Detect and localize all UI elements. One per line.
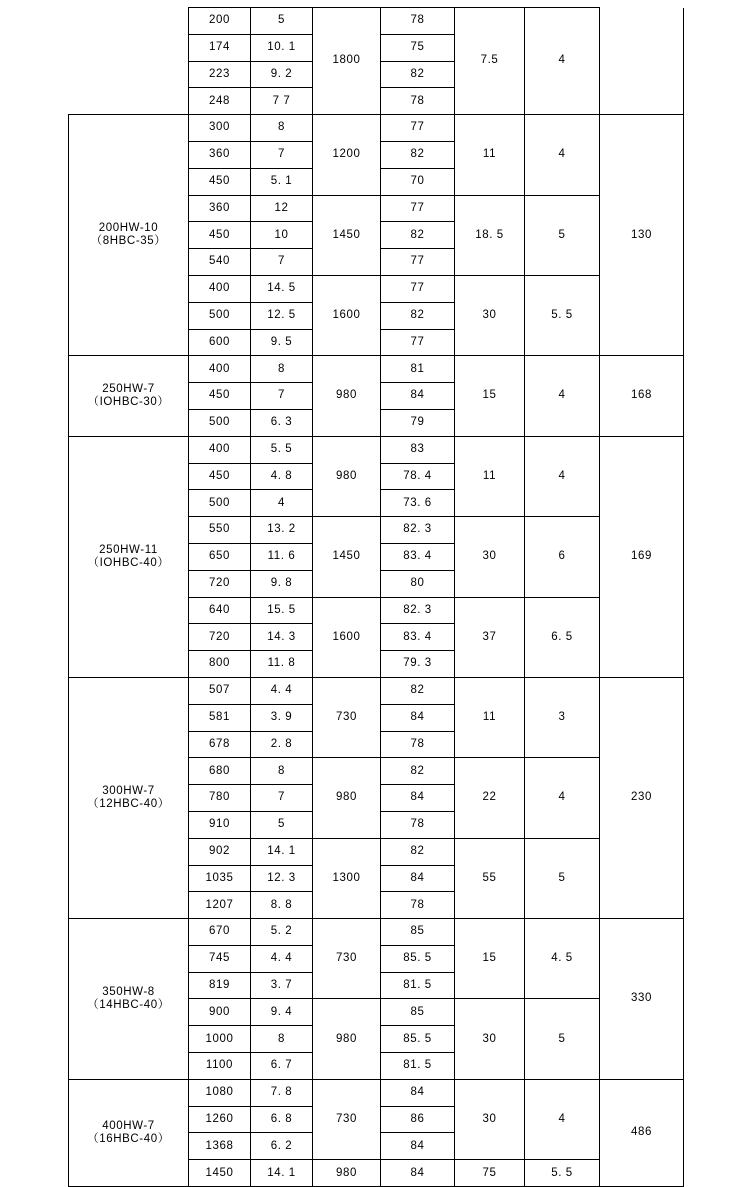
cell-weight: 230	[600, 677, 684, 918]
model-line: （8HBC-35）	[90, 235, 167, 248]
cell-flow: 200	[189, 8, 251, 35]
cell-speed: 730	[313, 677, 381, 757]
cell-head: 5. 5	[251, 436, 313, 463]
cell-head: 4. 4	[251, 945, 313, 972]
cell-flow: 223	[189, 61, 251, 88]
cell-head: 4. 8	[251, 463, 313, 490]
cell-efficiency: 81. 5	[381, 1053, 455, 1080]
cell-speed: 980	[313, 758, 381, 838]
cell-speed: 1600	[313, 275, 381, 355]
cell-flow: 450	[189, 168, 251, 195]
cell-flow: 745	[189, 945, 251, 972]
cell-head: 6. 2	[251, 1133, 313, 1160]
cell-speed: 1200	[313, 115, 381, 195]
model-line: 400HW-7	[102, 1119, 155, 1132]
cell-flow: 174	[189, 34, 251, 61]
cell-model	[69, 356, 189, 436]
table-row	[69, 8, 684, 35]
cell-flow: 360	[189, 141, 251, 168]
cell-head: 3. 9	[251, 704, 313, 731]
cell-efficiency: 82	[381, 677, 455, 704]
cell-flow: 300	[189, 115, 251, 142]
cell-efficiency: 85	[381, 999, 455, 1026]
cell-head: 10	[251, 222, 313, 249]
cell-motor: 4	[525, 758, 600, 838]
cell-motor: 5	[525, 999, 600, 1079]
cell-speed: 980	[313, 999, 381, 1079]
cell-efficiency: 82	[381, 222, 455, 249]
cell-flow: 248	[189, 88, 251, 115]
cell-power: 22	[455, 758, 525, 838]
cell-head: 9. 8	[251, 570, 313, 597]
cell-flow: 1100	[189, 1053, 251, 1080]
cell-efficiency: 82	[381, 758, 455, 785]
cell-flow: 540	[189, 249, 251, 276]
cell-efficiency: 78	[381, 88, 455, 115]
cell-flow: 400	[189, 275, 251, 302]
cell-efficiency: 85. 5	[381, 1026, 455, 1053]
cell-power: 30	[455, 1079, 525, 1159]
cell-head: 5	[251, 811, 313, 838]
cell-efficiency: 77	[381, 195, 455, 222]
cell-flow: 780	[189, 785, 251, 812]
cell-head: 7	[251, 141, 313, 168]
cell-model	[69, 677, 189, 918]
cell-head: 5	[251, 8, 313, 35]
model-line: （16HBC-40）	[87, 1132, 170, 1145]
document-page	[0, 7, 750, 1179]
cell-flow: 450	[189, 463, 251, 490]
cell-head: 7	[251, 249, 313, 276]
cell-flow: 640	[189, 597, 251, 624]
cell-speed: 730	[313, 1079, 381, 1159]
cell-head: 15. 5	[251, 597, 313, 624]
cell-flow: 680	[189, 758, 251, 785]
cell-head: 12. 5	[251, 302, 313, 329]
cell-speed: 1600	[313, 597, 381, 677]
cell-head: 14. 1	[251, 838, 313, 865]
cell-flow: 450	[189, 222, 251, 249]
cell-head: 13. 2	[251, 517, 313, 544]
cell-efficiency: 83	[381, 436, 455, 463]
cell-efficiency: 78	[381, 811, 455, 838]
cell-model	[69, 1079, 189, 1186]
cell-efficiency: 84	[381, 383, 455, 410]
table-row	[69, 115, 684, 142]
cell-speed: 1450	[313, 517, 381, 597]
table-body	[69, 8, 684, 1187]
cell-head: 8	[251, 758, 313, 785]
cell-flow: 1368	[189, 1133, 251, 1160]
cell-flow: 720	[189, 570, 251, 597]
cell-efficiency: 77	[381, 249, 455, 276]
model-line: （IOHBC-40）	[87, 556, 170, 569]
cell-motor: 5	[525, 195, 600, 275]
cell-flow: 1260	[189, 1106, 251, 1133]
cell-flow: 1450	[189, 1160, 251, 1187]
cell-head: 4	[251, 490, 313, 517]
cell-head: 7	[251, 785, 313, 812]
cell-head: 14. 5	[251, 275, 313, 302]
cell-speed: 1800	[313, 8, 381, 115]
cell-motor: 4	[525, 1079, 600, 1159]
table-row	[69, 1079, 684, 1106]
cell-efficiency: 77	[381, 275, 455, 302]
cell-efficiency: 77	[381, 329, 455, 356]
cell-head: 9. 2	[251, 61, 313, 88]
cell-speed: 980	[313, 356, 381, 436]
cell-motor: 6	[525, 517, 600, 597]
cell-flow: 902	[189, 838, 251, 865]
table-row	[69, 356, 684, 383]
cell-efficiency: 78. 4	[381, 463, 455, 490]
cell-speed: 980	[313, 1160, 381, 1187]
cell-speed: 1300	[313, 838, 381, 918]
cell-flow: 360	[189, 195, 251, 222]
cell-efficiency: 82. 3	[381, 597, 455, 624]
cell-flow: 400	[189, 436, 251, 463]
cell-power: 11	[455, 436, 525, 516]
cell-efficiency: 81. 5	[381, 972, 455, 999]
cell-model	[69, 8, 189, 115]
cell-flow: 507	[189, 677, 251, 704]
cell-weight	[600, 8, 684, 115]
cell-weight: 169	[600, 436, 684, 677]
cell-flow: 670	[189, 919, 251, 946]
cell-weight: 330	[600, 919, 684, 1080]
cell-head: 6. 7	[251, 1053, 313, 1080]
cell-motor: 6. 5	[525, 597, 600, 677]
cell-power: 37	[455, 597, 525, 677]
cell-efficiency: 84	[381, 865, 455, 892]
cell-model	[69, 115, 189, 356]
cell-efficiency: 84	[381, 1160, 455, 1187]
cell-weight: 168	[600, 356, 684, 436]
cell-flow: 500	[189, 490, 251, 517]
cell-head: 9. 4	[251, 999, 313, 1026]
cell-head: 14. 3	[251, 624, 313, 651]
cell-efficiency: 84	[381, 704, 455, 731]
cell-head: 2. 8	[251, 731, 313, 758]
cell-flow: 581	[189, 704, 251, 731]
cell-power: 15	[455, 356, 525, 436]
cell-flow: 1035	[189, 865, 251, 892]
cell-head: 11. 6	[251, 543, 313, 570]
cell-efficiency: 80	[381, 570, 455, 597]
cell-flow: 678	[189, 731, 251, 758]
cell-motor: 3	[525, 677, 600, 757]
cell-head: 5. 1	[251, 168, 313, 195]
model-line: 200HW-10	[98, 222, 159, 235]
cell-efficiency: 85	[381, 919, 455, 946]
cell-head: 7 7	[251, 88, 313, 115]
cell-head: 10. 1	[251, 34, 313, 61]
cell-flow: 1000	[189, 1026, 251, 1053]
cell-flow: 900	[189, 999, 251, 1026]
cell-power: 30	[455, 999, 525, 1079]
cell-power: 15	[455, 919, 525, 999]
cell-power: 18. 5	[455, 195, 525, 275]
cell-flow: 819	[189, 972, 251, 999]
cell-head: 7	[251, 383, 313, 410]
cell-weight: 486	[600, 1079, 684, 1186]
cell-flow: 650	[189, 543, 251, 570]
cell-head: 8	[251, 1026, 313, 1053]
cell-efficiency: 75	[381, 34, 455, 61]
cell-efficiency: 84	[381, 1079, 455, 1106]
cell-motor: 5. 5	[525, 1160, 600, 1187]
cell-power: 30	[455, 517, 525, 597]
cell-head: 14. 1	[251, 1160, 313, 1187]
model-line: 300HW-7	[102, 784, 155, 797]
cell-efficiency: 82. 3	[381, 517, 455, 544]
cell-efficiency: 77	[381, 115, 455, 142]
cell-head: 3. 7	[251, 972, 313, 999]
table-row	[69, 919, 684, 946]
model-line: 250HW-7	[102, 382, 155, 395]
cell-head: 8	[251, 356, 313, 383]
cell-efficiency: 70	[381, 168, 455, 195]
cell-flow: 500	[189, 409, 251, 436]
cell-efficiency: 82	[381, 838, 455, 865]
cell-efficiency: 82	[381, 141, 455, 168]
cell-flow: 910	[189, 811, 251, 838]
cell-power: 75	[455, 1160, 525, 1187]
cell-head: 12. 3	[251, 865, 313, 892]
model-line: （IOHBC-30）	[87, 396, 170, 409]
cell-motor: 4	[525, 115, 600, 195]
cell-speed: 980	[313, 436, 381, 516]
model-line: （12HBC-40）	[87, 798, 170, 810]
cell-flow: 1080	[189, 1079, 251, 1106]
cell-head: 8. 8	[251, 892, 313, 919]
cell-model	[69, 919, 189, 1080]
cell-efficiency: 85. 5	[381, 945, 455, 972]
cell-efficiency: 83. 4	[381, 624, 455, 651]
cell-efficiency: 86	[381, 1106, 455, 1133]
cell-motor: 4	[525, 356, 600, 436]
cell-power: 11	[455, 677, 525, 757]
table-row	[69, 677, 684, 704]
cell-motor: 5	[525, 838, 600, 918]
cell-efficiency: 82	[381, 61, 455, 88]
cell-efficiency: 79. 3	[381, 651, 455, 678]
cell-head: 4. 4	[251, 677, 313, 704]
cell-head: 11. 8	[251, 651, 313, 678]
cell-motor: 4	[525, 436, 600, 516]
cell-flow: 500	[189, 302, 251, 329]
cell-efficiency: 78	[381, 8, 455, 35]
cell-flow: 800	[189, 651, 251, 678]
cell-efficiency: 78	[381, 731, 455, 758]
cell-flow: 450	[189, 383, 251, 410]
cell-head: 6. 3	[251, 409, 313, 436]
cell-efficiency: 81	[381, 356, 455, 383]
cell-efficiency: 79	[381, 409, 455, 436]
cell-head: 8	[251, 115, 313, 142]
cell-power: 11	[455, 115, 525, 195]
cell-model	[69, 436, 189, 677]
cell-efficiency: 78	[381, 892, 455, 919]
cell-head: 9. 5	[251, 329, 313, 356]
cell-power: 55	[455, 838, 525, 918]
cell-weight: 130	[600, 115, 684, 356]
cell-efficiency: 84	[381, 785, 455, 812]
cell-flow: 550	[189, 517, 251, 544]
pump-specification-table	[68, 7, 684, 1187]
cell-efficiency: 84	[381, 1133, 455, 1160]
cell-efficiency: 82	[381, 302, 455, 329]
cell-efficiency: 83. 4	[381, 543, 455, 570]
cell-flow: 600	[189, 329, 251, 356]
cell-motor: 4	[525, 8, 600, 115]
cell-head: 12	[251, 195, 313, 222]
cell-motor: 5. 5	[525, 275, 600, 355]
cell-head: 6. 8	[251, 1106, 313, 1133]
table-row	[69, 436, 684, 463]
model-line: 250HW-11	[99, 543, 158, 556]
model-line: （14HBC-40）	[87, 998, 170, 1011]
cell-power: 30	[455, 275, 525, 355]
cell-flow: 1207	[189, 892, 251, 919]
model-line: 350HW-8	[102, 985, 155, 998]
cell-flow: 400	[189, 356, 251, 383]
cell-speed: 1450	[313, 195, 381, 275]
cell-head: 5. 2	[251, 919, 313, 946]
cell-efficiency: 73. 6	[381, 490, 455, 517]
cell-motor: 4. 5	[525, 919, 600, 999]
cell-power: 7.5	[455, 8, 525, 115]
cell-flow: 720	[189, 624, 251, 651]
cell-head: 7. 8	[251, 1079, 313, 1106]
cell-speed: 730	[313, 919, 381, 999]
